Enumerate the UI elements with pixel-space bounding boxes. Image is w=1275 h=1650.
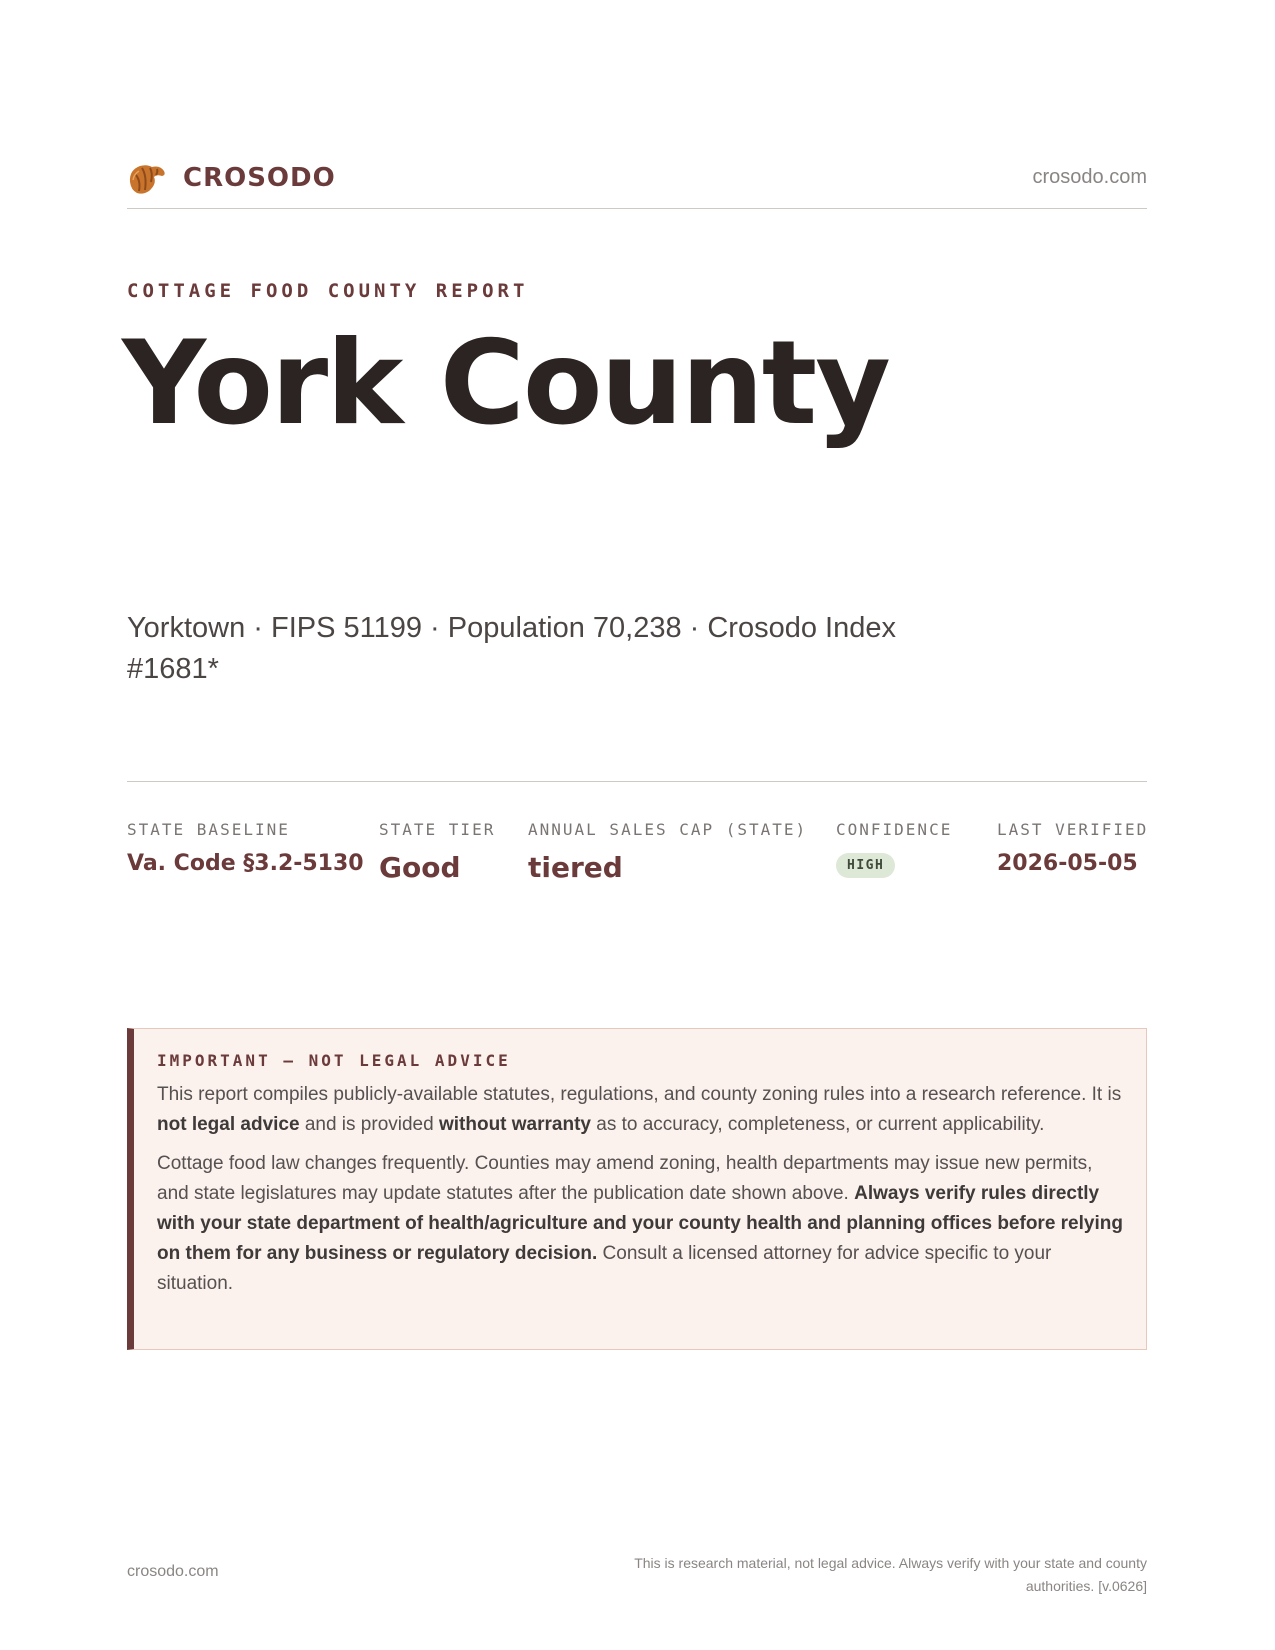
croissant-icon xyxy=(127,160,167,196)
fact-value: Va. Code §3.2-5130 xyxy=(127,851,364,876)
fact-value: Good xyxy=(379,851,461,884)
footer-disclaimer: This is research material, not legal advice. Always verify with your state and county authorities. [v.0626] xyxy=(634,1555,1147,1594)
site-link[interactable]: crosodo.com xyxy=(1032,166,1147,188)
fact-label: CONFIDENCE xyxy=(836,820,953,839)
notice-text: Cottage food law changes frequently. Counties may amend zoning, health departments may issue new permits, and state legislatures may update statutes after the publication date shown above. xyxy=(157,1153,1093,1204)
notice-emphasis: not legal advice xyxy=(157,1114,300,1135)
fact-label: STATE BASELINE xyxy=(127,820,290,839)
fact-annual-sales-cap xyxy=(528,820,807,884)
fact-label: ANNUAL SALES CAP (STATE) xyxy=(528,820,808,839)
fact-label: LAST VERIFIED xyxy=(997,820,1149,839)
fact-value: 2026-05-05 xyxy=(997,851,1138,876)
notice-emphasis: without warranty xyxy=(438,1114,591,1135)
fact-state-tier xyxy=(379,820,495,884)
notice-title: IMPORTANT — NOT LEGAL ADVICE xyxy=(157,1051,511,1070)
facts-row xyxy=(127,781,1149,884)
report-eyebrow: COTTAGE FOOD COUNTY REPORT xyxy=(127,280,529,302)
fact-confidence xyxy=(836,820,952,878)
page-header xyxy=(127,160,1147,209)
legal-notice xyxy=(127,1028,1147,1350)
brand xyxy=(127,160,336,196)
fact-last-verified xyxy=(997,820,1148,876)
page-title: York County xyxy=(122,316,889,451)
notice-paragraph xyxy=(157,1080,1124,1140)
confidence-badge: HIGH xyxy=(836,853,895,878)
notice-text: and is provided xyxy=(299,1114,439,1135)
notice-emphasis: Always verify rules directly with your state department of health/agriculture and your county health and planning offices before relying on them for any business or regulatory decision. xyxy=(157,1183,1123,1264)
footer-site-link[interactable]: crosodo.com xyxy=(127,1563,219,1580)
notice-text: This report compiles publicly-available statutes, regulations, and county zoning rules into a research reference. It is xyxy=(157,1084,1122,1105)
fact-state-baseline xyxy=(127,820,364,876)
notice-text: as to accuracy, completeness, or current applicability. xyxy=(590,1114,1045,1135)
fact-value: tiered xyxy=(528,851,623,884)
notice-paragraph xyxy=(157,1149,1124,1299)
notice-text: Consult a licensed attorney for advice specific to your situation. xyxy=(157,1243,1052,1294)
fact-label: STATE TIER xyxy=(379,820,496,839)
brand-name: CROSODO xyxy=(183,163,336,193)
county-subtitle: Yorktown · FIPS 51199 · Population 70,238 · Crosodo Index #1681* xyxy=(127,612,896,685)
